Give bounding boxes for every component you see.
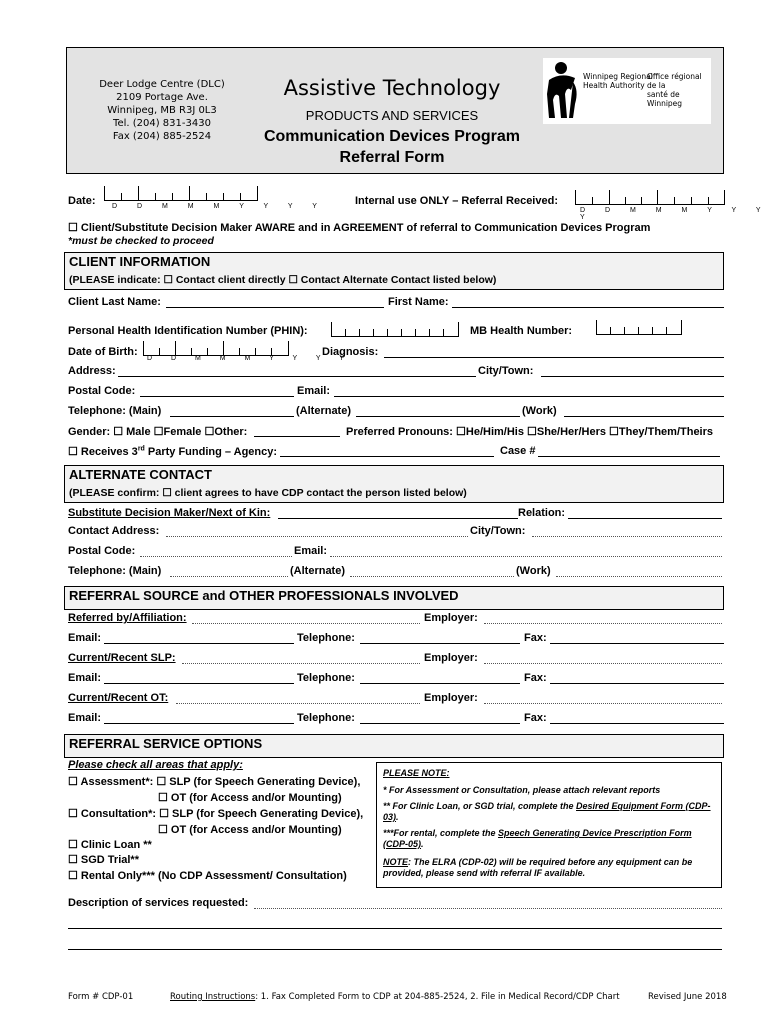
ot-fax-label: Fax: <box>524 712 547 724</box>
please-note-box <box>376 762 722 888</box>
alt-email-label: Email: <box>294 545 328 557</box>
form-subtitle: PRODUCTS AND SERVICES <box>305 108 479 123</box>
alternate-confirm[interactable]: (PLEASE confirm: ☐ client agrees to have CDP contact the person listed below) <box>69 487 467 499</box>
note-label: NOTE <box>383 857 409 867</box>
ot-telephone-field[interactable] <box>360 723 520 724</box>
address-label: Address: <box>68 365 116 377</box>
routing-instructions <box>170 992 620 1002</box>
slp-email-label: Email: <box>68 672 102 684</box>
slp-employer-field[interactable] <box>484 663 722 664</box>
client-last-name-field[interactable] <box>166 307 384 308</box>
diagnosis-label: Diagnosis: <box>322 346 379 358</box>
date-format-hint: D D M M M Y Y Y Y <box>147 355 353 362</box>
sgd-trial-option[interactable]: ☐ SGD Trial** <box>68 854 139 866</box>
sdm-field[interactable] <box>278 518 518 519</box>
sgd-prescription-form-link[interactable]: Speech Generating Device Prescription Form (CDP-05) <box>383 828 692 849</box>
logo-line: Winnipeg Regional <box>583 72 653 81</box>
ot-email-field[interactable] <box>104 723 294 724</box>
agency-field[interactable] <box>280 456 494 457</box>
section-title: REFERRAL SOURCE and OTHER PROFESSIONALS INVOLVED <box>69 588 459 603</box>
slp-telephone-field[interactable] <box>360 683 520 684</box>
internal-use-label: Internal use ONLY – Referral Received: <box>355 195 558 207</box>
client-info-section-header <box>64 252 724 290</box>
employer-label: Employer: <box>424 612 478 624</box>
sdm-label: Substitute Decision Maker/Next of Kin: <box>68 507 271 519</box>
service-options-section-header <box>64 734 724 758</box>
logo-text-en <box>583 72 653 90</box>
routing-label: Routing Instructions <box>170 992 256 1002</box>
program-name: Communication Devices Program <box>263 128 521 145</box>
tel-alt-field[interactable] <box>356 416 520 417</box>
date-format-hint: D D M M M Y Y Y Y <box>580 207 770 221</box>
alt-postal-field[interactable] <box>140 556 292 557</box>
mb-health-field[interactable] <box>596 320 682 335</box>
wrha-logo <box>543 58 711 124</box>
slp-employer-label: Employer: <box>424 652 478 664</box>
first-name-field[interactable] <box>452 307 724 308</box>
date-label: Date: <box>68 195 96 207</box>
alternate-contact-section-header <box>64 465 724 503</box>
address-line: Winnipeg, MB R3J 0L3 <box>107 105 217 116</box>
section-title: ALTERNATE CONTACT <box>69 467 212 482</box>
alt-tel-alt-label: (Alternate) <box>290 565 346 577</box>
slp-fax-label: Fax: <box>524 672 547 684</box>
relation-field[interactable] <box>568 518 722 519</box>
alt-city-label: City/Town: <box>470 525 526 537</box>
consultation-option[interactable]: ☐ Consultation*: ☐ SLP (for Speech Generating Device), <box>68 808 364 820</box>
ot-label: Current/Recent OT: <box>68 692 169 704</box>
note-2: ** For Clinic Loan, or SGD trial, complete the Desired Equipment Form (CDP-03). <box>383 801 711 822</box>
slp-telephone-label: Telephone: <box>297 672 355 684</box>
note-3: ***For rental, complete the Speech Generating Device Prescription Form (CDP-05). <box>383 828 692 849</box>
note-text: ***For rental, complete the <box>383 828 499 838</box>
form-number: Form # CDP-01 <box>68 992 134 1002</box>
alt-tel-work-label: (Work) <box>516 565 551 577</box>
mb-health-label: MB Health Number: <box>470 325 573 337</box>
program-title <box>237 126 547 168</box>
slp-fax-field[interactable] <box>550 683 724 684</box>
contact-address-label: Contact Address: <box>68 525 160 537</box>
note-text: ** For Clinic Loan, or SGD trial, complete the <box>383 801 577 811</box>
third-party-funding-checkbox[interactable] <box>68 445 277 458</box>
referred-by-field[interactable] <box>192 623 420 624</box>
ref-telephone-label: Telephone: <box>297 632 355 644</box>
address-line: Deer Lodge Centre (DLC) <box>99 79 225 90</box>
form-header <box>66 47 724 174</box>
description-line-2[interactable] <box>68 928 722 929</box>
address-line: Fax (204) 885-2524 <box>112 131 212 142</box>
ref-email-label: Email: <box>68 632 102 644</box>
assessment-ot-option[interactable]: ☐ OT (for Access and/or Mounting) <box>158 792 342 804</box>
slp-email-field[interactable] <box>104 683 294 684</box>
funding-text: ☐ Receives 3 <box>68 446 138 458</box>
relation-label: Relation: <box>518 507 566 519</box>
assessment-option[interactable]: ☐ Assessment*: ☐ SLP (for Speech Generating Device), <box>68 776 361 788</box>
contact-address-field[interactable] <box>166 536 468 537</box>
alt-tel-alt-field[interactable] <box>350 576 514 577</box>
date-field[interactable] <box>104 186 258 201</box>
funding-text: Party Funding – Agency: <box>144 446 278 458</box>
slp-label: Current/Recent SLP: <box>68 652 176 664</box>
agreement-checkbox[interactable]: ☐ Client/Substitute Decision Maker AWARE and in AGREEMENT of referral to Communication Devices Program <box>68 222 651 234</box>
funding-sup: rd <box>137 445 145 453</box>
ot-email-label: Email: <box>68 712 102 724</box>
note-4 <box>383 857 717 879</box>
consultation-ot-option[interactable]: ☐ OT (for Access and/or Mounting) <box>158 824 342 836</box>
alt-tel-work-field[interactable] <box>556 576 722 577</box>
logo-line: santé de Winnipeg <box>647 90 683 108</box>
tel-work-label: (Work) <box>522 405 557 417</box>
referred-by-label: Referred by/Affiliation: <box>68 612 187 624</box>
logo-line: Health Authority <box>583 81 645 90</box>
description-field[interactable] <box>254 908 722 909</box>
section-title: CLIENT INFORMATION <box>69 254 211 269</box>
date-format-hint: D D M M M Y Y Y Y <box>112 203 326 210</box>
employer-field[interactable] <box>484 623 722 624</box>
note-1: * For Assessment or Consultation, please attach relevant reports <box>383 785 661 795</box>
pronoun-options[interactable]: Preferred Pronouns: ☐He/Him/His ☐She/Her/Hers ☐They/Them/Theirs <box>346 426 714 438</box>
alt-tel-main-label: Telephone: (Main) <box>68 565 162 577</box>
ref-fax-label: Fax: <box>524 632 547 644</box>
form-title: Assistive Technology <box>283 76 501 100</box>
wrha-figure-icon <box>545 60 581 122</box>
gender-options[interactable]: Gender: ☐ Male ☐Female ☐Other: <box>68 426 248 438</box>
ot-telephone-label: Telephone: <box>297 712 355 724</box>
address-line: 2109 Portage Ave. <box>116 92 208 103</box>
dlc-address <box>87 78 237 143</box>
dob-field[interactable] <box>143 341 289 356</box>
phin-label: Personal Health Identification Number (PHIN): <box>68 325 308 337</box>
description-label: Description of services requested: <box>68 897 249 909</box>
form-name: Referral Form <box>339 149 445 166</box>
diagnosis-field[interactable] <box>384 357 724 358</box>
first-name-label: First Name: <box>388 296 449 308</box>
alt-postal-label: Postal Code: <box>68 545 136 557</box>
slp-field[interactable] <box>182 663 420 664</box>
postal-label: Postal Code: <box>68 385 136 397</box>
ot-fax-field[interactable] <box>550 723 724 724</box>
alt-email-field[interactable] <box>330 556 722 557</box>
ot-field[interactable] <box>176 703 420 704</box>
referral-source-section-header <box>64 586 724 610</box>
city-field[interactable] <box>541 376 724 377</box>
referral-received-field[interactable] <box>575 190 725 205</box>
rental-option[interactable]: ☐ Rental Only*** (No CDP Assessment/ Consultation) <box>68 870 347 882</box>
postal-field[interactable] <box>140 396 294 397</box>
email-field[interactable] <box>334 396 724 397</box>
city-label: City/Town: <box>478 365 534 377</box>
desired-equipment-form-link[interactable]: Desired Equipment Form (CDP-03) <box>383 801 711 822</box>
revised-date: Revised June 2018 <box>648 992 727 1002</box>
phin-field[interactable] <box>331 322 459 337</box>
routing-text: : 1. Fax Completed Form to CDP at 204-885-2524, 2. File in Medical Record/CDP Chart <box>255 992 620 1002</box>
email-label: Email: <box>297 385 331 397</box>
logo-text-fr <box>647 72 711 108</box>
gender-other-field[interactable] <box>254 436 340 437</box>
ref-email-field[interactable] <box>104 643 294 644</box>
tel-main-field[interactable] <box>170 416 294 417</box>
note-heading: PLEASE NOTE: <box>383 768 450 778</box>
alt-tel-main-field[interactable] <box>170 576 288 577</box>
description-line-3[interactable] <box>68 949 722 950</box>
ref-telephone-field[interactable] <box>360 643 520 644</box>
logo-line: Office régional de la <box>647 72 702 90</box>
tel-alt-label: (Alternate) <box>296 405 352 417</box>
address-line: Tel. (204) 831-3430 <box>113 118 211 129</box>
alt-city-field[interactable] <box>532 536 722 537</box>
case-field[interactable] <box>538 456 720 457</box>
tel-main-label: Telephone: (Main) <box>68 405 162 417</box>
note-text: : The ELRA (CDP-02) will be required before any equipment can be provided, please send with referral IF available. <box>383 857 693 878</box>
clinic-loan-option[interactable]: ☐ Clinic Loan ** <box>68 839 152 851</box>
ref-fax-field[interactable] <box>550 643 724 644</box>
address-field[interactable] <box>118 376 476 377</box>
check-all-label: Please check all areas that apply: <box>68 759 243 771</box>
agreement-note: *must be checked to proceed <box>68 235 214 247</box>
contact-preference[interactable]: (PLEASE indicate: ☐ Contact client directly ☐ Contact Alternate Contact listed below) <box>69 274 497 286</box>
ot-employer-label: Employer: <box>424 692 478 704</box>
section-title: REFERRAL SERVICE OPTIONS <box>69 736 263 751</box>
ot-employer-field[interactable] <box>484 703 722 704</box>
dob-label: Date of Birth: <box>68 346 138 358</box>
tel-work-field[interactable] <box>564 416 724 417</box>
client-last-name-label: Client Last Name: <box>68 296 161 308</box>
case-label: Case # <box>500 445 536 457</box>
